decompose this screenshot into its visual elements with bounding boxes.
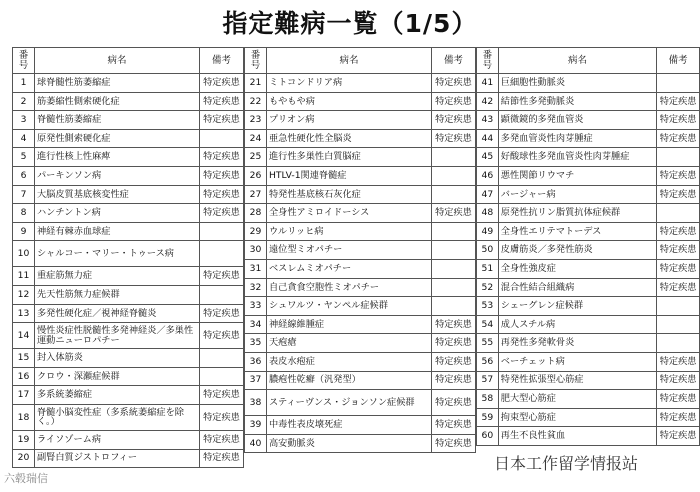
disease-name: 自己貪食空胞性ミオパチー xyxy=(267,278,432,297)
disease-name: 大脳皮質基底核変性症 xyxy=(35,185,200,204)
row-number: 48 xyxy=(477,204,499,223)
row-note: 特定疾患 xyxy=(657,371,700,390)
table-row xyxy=(477,74,700,93)
row-note: 特定疾患 xyxy=(200,166,244,185)
table-row xyxy=(245,92,476,111)
row-number: 34 xyxy=(245,315,267,334)
row-note: 特定疾患 xyxy=(200,404,244,430)
row-number: 12 xyxy=(13,285,35,304)
row-note xyxy=(432,185,476,204)
row-note: 特定疾患 xyxy=(432,74,476,93)
row-note: 特定疾患 xyxy=(200,74,244,93)
row-number: 25 xyxy=(245,148,267,167)
table-row xyxy=(477,241,700,260)
row-note xyxy=(200,367,244,386)
header-note: 備考 xyxy=(200,48,244,74)
row-note xyxy=(432,166,476,185)
table-row xyxy=(245,278,476,297)
row-note: 特定疾患 xyxy=(200,204,244,223)
table-row xyxy=(245,148,476,167)
table-row xyxy=(13,74,244,93)
header-number: 番号 xyxy=(13,48,35,74)
row-note: 特定疾患 xyxy=(200,323,244,349)
disease-table-2 xyxy=(244,47,476,453)
table-row xyxy=(245,204,476,223)
disease-name: 高安動脈炎 xyxy=(267,434,432,453)
table-row xyxy=(13,129,244,148)
table-row xyxy=(477,148,700,167)
row-note xyxy=(200,285,244,304)
row-note: 特定疾患 xyxy=(200,185,244,204)
disease-name: 進行性核上性麻痺 xyxy=(35,148,200,167)
row-note: 特定疾患 xyxy=(432,129,476,148)
disease-name: 副腎白質ジストロフィー xyxy=(35,449,200,468)
row-note: 特定疾患 xyxy=(432,371,476,390)
table-row xyxy=(245,185,476,204)
disease-name: スティーヴンス・ジョンソン症候群 xyxy=(267,390,432,416)
row-note xyxy=(432,278,476,297)
disease-name: プリオン病 xyxy=(267,111,432,130)
row-number: 28 xyxy=(245,204,267,223)
row-note xyxy=(200,241,244,267)
row-number: 30 xyxy=(245,241,267,260)
disease-name: ベスレムミオパチー xyxy=(267,259,432,278)
disease-name: 先天性筋無力症候群 xyxy=(35,285,200,304)
header-number: 番号 xyxy=(245,48,267,74)
disease-name: 脊髄性筋萎縮症 xyxy=(35,111,200,130)
row-note xyxy=(200,349,244,368)
table-row xyxy=(13,449,244,468)
disease-table-1 xyxy=(12,47,244,468)
disease-name: 成人スチル病 xyxy=(498,315,657,334)
table-row xyxy=(245,222,476,241)
table-row xyxy=(477,166,700,185)
disease-name: ハンチントン病 xyxy=(35,204,200,223)
row-note xyxy=(657,334,700,353)
table-row xyxy=(245,434,476,453)
row-note: 特定疾患 xyxy=(200,449,244,468)
row-number: 2 xyxy=(13,92,35,111)
row-note: 特定疾患 xyxy=(432,111,476,130)
table-row xyxy=(245,297,476,316)
row-note xyxy=(657,315,700,334)
row-number: 45 xyxy=(477,148,499,167)
disease-name: 神経有棘赤血球症 xyxy=(35,222,200,241)
disease-name: 悪性関節リウマチ xyxy=(498,166,657,185)
row-number: 41 xyxy=(477,74,499,93)
table-row xyxy=(245,129,476,148)
row-number: 13 xyxy=(13,304,35,323)
table-row xyxy=(245,259,476,278)
table-row xyxy=(245,334,476,353)
table-row xyxy=(13,241,244,267)
row-number: 47 xyxy=(477,185,499,204)
table-row xyxy=(477,297,700,316)
row-number: 51 xyxy=(477,259,499,278)
row-number: 44 xyxy=(477,129,499,148)
row-note xyxy=(200,129,244,148)
row-note: 特定疾患 xyxy=(657,259,700,278)
row-note xyxy=(657,297,700,316)
disease-name: 原発性側索硬化症 xyxy=(35,129,200,148)
disease-name: 中毒性表皮壊死症 xyxy=(267,416,432,435)
table-row xyxy=(13,367,244,386)
disease-name: シュワルツ・ヤンペル症候群 xyxy=(267,297,432,316)
table-row xyxy=(477,222,700,241)
disease-name: シャルコー・マリー・トゥース病 xyxy=(35,241,200,267)
table-row xyxy=(245,241,476,260)
row-number: 32 xyxy=(245,278,267,297)
row-note: 特定疾患 xyxy=(657,129,700,148)
table-row xyxy=(477,315,700,334)
table-row xyxy=(13,222,244,241)
table-row xyxy=(13,92,244,111)
disease-name: ミトコンドリア病 xyxy=(267,74,432,93)
row-note: 特定疾患 xyxy=(432,390,476,416)
table-row xyxy=(477,352,700,371)
header-number: 番号 xyxy=(477,48,499,74)
row-note xyxy=(432,148,476,167)
row-number: 16 xyxy=(13,367,35,386)
disease-name: 多発血管炎性肉芽腫症 xyxy=(498,129,657,148)
disease-name: 多系統萎縮症 xyxy=(35,386,200,405)
disease-name: 天疱瘡 xyxy=(267,334,432,353)
disease-name: 球脊髄性筋萎縮症 xyxy=(35,74,200,93)
table-row xyxy=(477,92,700,111)
disease-name: バージャー病 xyxy=(498,185,657,204)
row-number: 21 xyxy=(245,74,267,93)
row-number: 53 xyxy=(477,297,499,316)
row-note: 特定疾患 xyxy=(432,352,476,371)
table-row xyxy=(13,430,244,449)
row-number: 20 xyxy=(13,449,35,468)
row-number: 38 xyxy=(245,390,267,416)
disease-name: クロウ・深瀬症候群 xyxy=(35,367,200,386)
row-number: 52 xyxy=(477,278,499,297)
table-row xyxy=(477,334,700,353)
row-note: 特定疾患 xyxy=(432,334,476,353)
row-number: 33 xyxy=(245,297,267,316)
table-row xyxy=(13,304,244,323)
row-note: 特定疾患 xyxy=(200,304,244,323)
disease-name: 神経線維腫症 xyxy=(267,315,432,334)
disease-table-3 xyxy=(476,47,700,446)
row-number: 58 xyxy=(477,390,499,409)
row-number: 26 xyxy=(245,166,267,185)
row-number: 3 xyxy=(13,111,35,130)
row-note: 特定疾患 xyxy=(657,427,700,446)
table-row xyxy=(245,74,476,93)
disease-name: 巨細胞性動脈炎 xyxy=(498,74,657,93)
disease-name: 再生不良性貧血 xyxy=(498,427,657,446)
row-number: 42 xyxy=(477,92,499,111)
table-row xyxy=(477,390,700,409)
row-note: 特定疾患 xyxy=(657,222,700,241)
row-note xyxy=(657,148,700,167)
table-row xyxy=(245,111,476,130)
row-number: 54 xyxy=(477,315,499,334)
disease-name: ライソゾーム病 xyxy=(35,430,200,449)
table-row xyxy=(13,404,244,430)
row-number: 6 xyxy=(13,166,35,185)
table-row xyxy=(477,408,700,427)
table-row xyxy=(13,386,244,405)
disease-name: 特発性拡張型心筋症 xyxy=(498,371,657,390)
row-note: 特定疾患 xyxy=(432,416,476,435)
disease-name: 全身性アミロイドーシス xyxy=(267,204,432,223)
row-note: 特定疾患 xyxy=(657,166,700,185)
page-title: 指定難病一覧（1/5） xyxy=(222,9,478,38)
row-note: 特定疾患 xyxy=(657,278,700,297)
row-note: 特定疾患 xyxy=(657,92,700,111)
table-row xyxy=(13,204,244,223)
row-note xyxy=(432,222,476,241)
row-number: 24 xyxy=(245,129,267,148)
table-row xyxy=(13,148,244,167)
row-number: 9 xyxy=(13,222,35,241)
row-note xyxy=(657,204,700,223)
disease-name: パーキンソン病 xyxy=(35,166,200,185)
row-note xyxy=(657,74,700,93)
disease-name: 全身性強皮症 xyxy=(498,259,657,278)
row-note xyxy=(432,241,476,260)
row-note: 特定疾患 xyxy=(432,92,476,111)
disease-name: 進行性多巣性白質脳症 xyxy=(267,148,432,167)
disease-name: 膿疱性乾癬（汎発型） xyxy=(267,371,432,390)
row-note: 特定疾患 xyxy=(432,434,476,453)
row-number: 46 xyxy=(477,166,499,185)
row-note: 特定疾患 xyxy=(200,386,244,405)
row-number: 19 xyxy=(13,430,35,449)
disease-name: 表皮水疱症 xyxy=(267,352,432,371)
row-number: 43 xyxy=(477,111,499,130)
row-note: 特定疾患 xyxy=(200,430,244,449)
row-number: 10 xyxy=(13,241,35,267)
disease-name: 脊髄小脳変性症（多系統萎縮症を除く。） xyxy=(35,404,200,430)
row-number: 55 xyxy=(477,334,499,353)
table-row xyxy=(477,371,700,390)
table-row xyxy=(13,111,244,130)
disease-name: 原発性抗リン脂質抗体症候群 xyxy=(498,204,657,223)
disease-name: 慢性炎症性脱髄性多発神経炎／多巣性運動ニューロパチー xyxy=(35,323,200,349)
disease-name: 肥大型心筋症 xyxy=(498,390,657,409)
row-note: 特定疾患 xyxy=(200,267,244,286)
table-row xyxy=(245,315,476,334)
disease-name: 再発性多発軟骨炎 xyxy=(498,334,657,353)
table-row xyxy=(245,390,476,416)
row-number: 31 xyxy=(245,259,267,278)
row-number: 50 xyxy=(477,241,499,260)
table-row xyxy=(245,371,476,390)
row-note: 特定疾患 xyxy=(657,185,700,204)
row-number: 39 xyxy=(245,416,267,435)
header-note: 備考 xyxy=(657,48,700,74)
row-note xyxy=(432,297,476,316)
table-row xyxy=(13,323,244,349)
row-number: 35 xyxy=(245,334,267,353)
row-note: 特定疾患 xyxy=(657,241,700,260)
table-row xyxy=(477,204,700,223)
row-number: 15 xyxy=(13,349,35,368)
row-number: 18 xyxy=(13,404,35,430)
header-name: 病名 xyxy=(35,48,200,74)
row-note xyxy=(432,259,476,278)
row-number: 29 xyxy=(245,222,267,241)
disease-name: もやもや病 xyxy=(267,92,432,111)
disease-name: 混合性結合組織病 xyxy=(498,278,657,297)
row-number: 22 xyxy=(245,92,267,111)
row-number: 59 xyxy=(477,408,499,427)
table-row xyxy=(477,259,700,278)
disease-name: シェーグレン症候群 xyxy=(498,297,657,316)
row-note: 特定疾患 xyxy=(200,92,244,111)
disease-name: 結節性多発動脈炎 xyxy=(498,92,657,111)
row-number: 36 xyxy=(245,352,267,371)
watermark-right: 日本工作留学情报站 xyxy=(490,450,642,475)
disease-name: 拘束型心筋症 xyxy=(498,408,657,427)
table-row xyxy=(477,185,700,204)
disease-name: 特発性基底核石灰化症 xyxy=(267,185,432,204)
row-number: 27 xyxy=(245,185,267,204)
row-number: 56 xyxy=(477,352,499,371)
row-note: 特定疾患 xyxy=(432,315,476,334)
row-note: 特定疾患 xyxy=(657,111,700,130)
row-note: 特定疾患 xyxy=(200,111,244,130)
table-row xyxy=(245,166,476,185)
row-number: 49 xyxy=(477,222,499,241)
row-number: 57 xyxy=(477,371,499,390)
table-row xyxy=(13,267,244,286)
table-row xyxy=(477,278,700,297)
row-note: 特定疾患 xyxy=(657,390,700,409)
table-row xyxy=(13,349,244,368)
disease-name: 皮膚筋炎／多発性筋炎 xyxy=(498,241,657,260)
disease-name: 好酸球性多発血管炎性肉芽腫症 xyxy=(498,148,657,167)
row-number: 23 xyxy=(245,111,267,130)
row-number: 40 xyxy=(245,434,267,453)
table-row xyxy=(13,285,244,304)
row-number: 8 xyxy=(13,204,35,223)
header-name: 病名 xyxy=(498,48,657,74)
row-number: 4 xyxy=(13,129,35,148)
disease-name: 遠位型ミオパチー xyxy=(267,241,432,260)
disease-name: 多発性硬化症／視神経脊髄炎 xyxy=(35,304,200,323)
row-number: 17 xyxy=(13,386,35,405)
row-number: 14 xyxy=(13,323,35,349)
row-note: 特定疾患 xyxy=(657,408,700,427)
header-name: 病名 xyxy=(267,48,432,74)
row-number: 7 xyxy=(13,185,35,204)
disease-name: 封入体筋炎 xyxy=(35,349,200,368)
disease-name: 亜急性硬化性全脳炎 xyxy=(267,129,432,148)
disease-name: ベーチェット病 xyxy=(498,352,657,371)
header-note: 備考 xyxy=(432,48,476,74)
watermark-left: 六毂瑞信 xyxy=(4,472,48,485)
table-row xyxy=(245,416,476,435)
row-note: 特定疾患 xyxy=(432,204,476,223)
disease-name: HTLV-1関連脊髄症 xyxy=(267,166,432,185)
table-row xyxy=(477,427,700,446)
table-row xyxy=(13,166,244,185)
table-row xyxy=(477,129,700,148)
row-note: 特定疾患 xyxy=(200,148,244,167)
row-note xyxy=(200,222,244,241)
table-row xyxy=(477,111,700,130)
disease-name: 筋萎縮性側索硬化症 xyxy=(35,92,200,111)
row-number: 5 xyxy=(13,148,35,167)
disease-name: ウルリッヒ病 xyxy=(267,222,432,241)
row-number: 1 xyxy=(13,74,35,93)
row-number: 11 xyxy=(13,267,35,286)
disease-name: 全身性エリテマトーデス xyxy=(498,222,657,241)
table-row xyxy=(13,185,244,204)
table-row xyxy=(245,352,476,371)
row-number: 60 xyxy=(477,427,499,446)
disease-name: 重症筋無力症 xyxy=(35,267,200,286)
row-number: 37 xyxy=(245,371,267,390)
row-note: 特定疾患 xyxy=(657,352,700,371)
disease-name: 顕微鏡的多発血管炎 xyxy=(498,111,657,130)
